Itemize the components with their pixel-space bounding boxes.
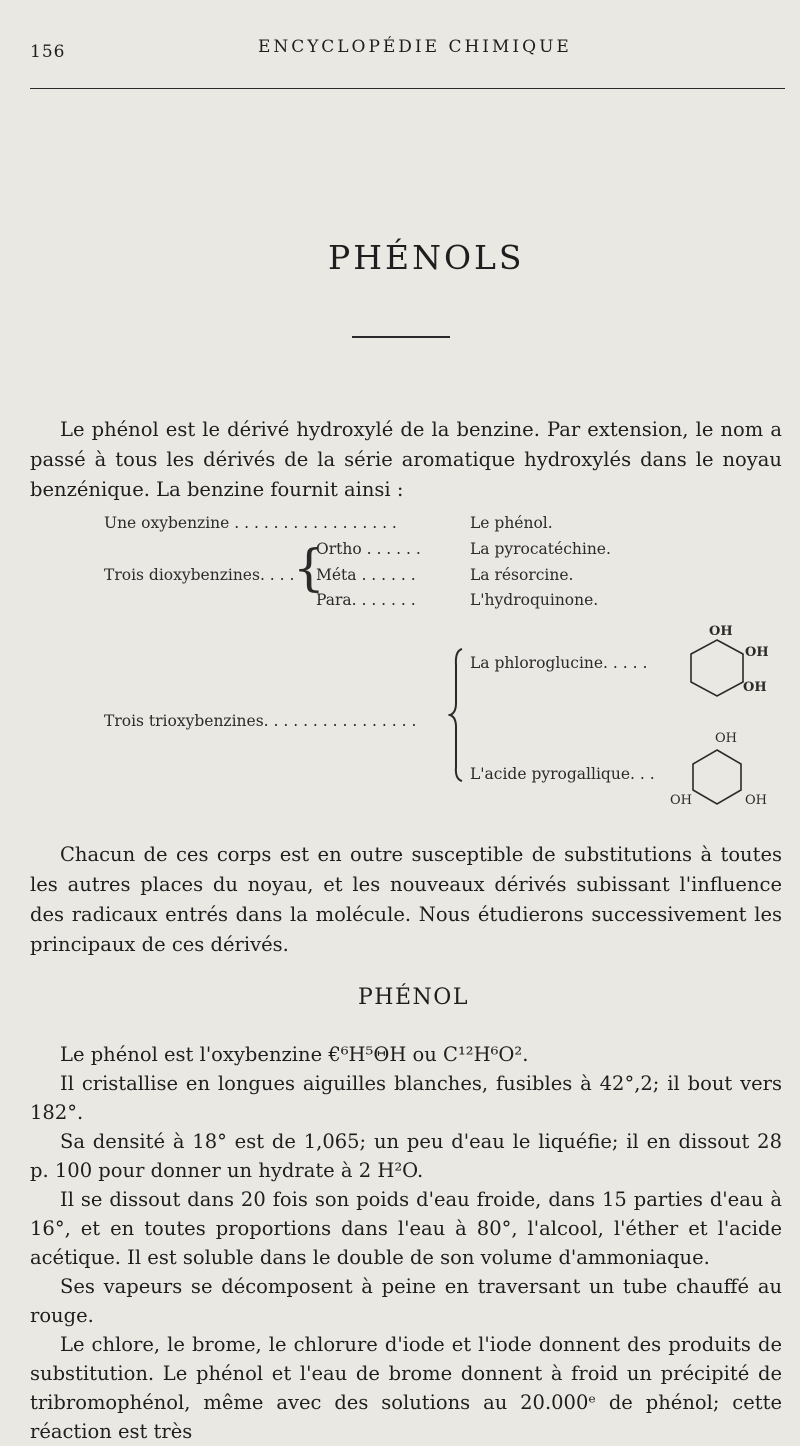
oh-group-top: OH [715,731,737,746]
title-rule [352,336,450,338]
chapter-title: PHÉNOLS [328,238,525,277]
body-paragraph: Le chlore, le brome, le chlorure d'iode et l'iode donnent des produits de substitution. Le phénol et l'eau de brome donnent à froid un précipité de tribromophénol, même avec des solutions au 20.000ᵉ de phénol; cette réaction est très [30,1333,782,1443]
pyrogallique-label: L'acide pyrogallique. . . [470,765,655,783]
phenol-body [30,1040,782,1446]
page-number: 156 [30,42,66,62]
brace-dioxy: { [293,539,325,597]
body-paragraph: Le phénol est l'oxybenzine €⁶H⁵ΘH ou C¹²H⁶O². [60,1043,529,1066]
body-paragraph: Ses vapeurs se décomposent à peine en traversant un tube chauffé au rouge. [30,1275,782,1327]
oh-group-top: OH [709,624,733,639]
running-title: ENCYCLOPÉDIE CHIMIQUE [258,37,572,57]
phloroglucine-label: La phloroglucine. . . . . [470,654,648,672]
paragraph-substitutions: Chacun de ces corps est en outre susceptible de substitutions à toutes les autres places du noyau, et les nouveaux dérivés subissant l'influence des radicaux entrés dans la molécule. Nous étudierons successivement les principaux de ces dérivés. [30,843,782,956]
phloroglucine-structure [665,618,775,718]
benzene-ring [693,750,741,804]
body-paragraph: Il se dissout dans 20 fois son poids d'eau froide, dans 15 parties d'eau à 16°, et en toutes proportions dans l'eau à 80°, l'alcool, l'éther et l'acide acétique. Il est soluble dans le double de son volume d'ammoniaque. [30,1188,782,1269]
para-label: Para. . . . . . . [316,591,416,609]
oh-group-right: OH [745,793,767,808]
ortho-value: La pyrocatéchine. [470,540,611,558]
pyrogallic-acid-structure [665,726,775,821]
oh-group-right-bottom: OH [743,680,767,695]
meta-label: Méta . . . . . . [316,566,416,584]
oh-group-left: OH [670,793,692,808]
trioxybenzines-label: Trois trioxybenzines. . . . . . . . . . . . . . . . [104,712,417,730]
row-oxybenzine-label: Une oxybenzine . . . . . . . . . . . . . . . . . [104,514,397,532]
oh-group-right-top: OH [745,645,769,660]
body-paragraph: Il cristallise en longues aiguilles blanches, fusibles à 42°,2; il bout vers 182°. [30,1072,782,1124]
section-title: PHÉNOL [358,985,469,1010]
ortho-label: Ortho . . . . . . [316,540,421,558]
para-value: L'hydroquinone. [470,591,599,609]
header-rule [30,88,785,89]
dioxybenzines-label: Trois dioxybenzines. . . . [104,566,295,584]
intro-paragraph: Le phénol est le dérivé hydroxylé de la benzine. Par extension, le nom a passé à tous les dérivés de la série aromatique hydroxylés dans le noyau benzénique. La benzine fournit ainsi : [30,418,782,501]
brace-trioxy [448,645,470,785]
row-oxybenzine-value: Le phénol. [470,514,553,532]
meta-value: La résorcine. [470,566,574,584]
benzene-ring [691,640,743,696]
body-paragraph: Sa densité à 18° est de 1,065; un peu d'eau le liquéfie; il en dissout 28 p. 100 pour donner un hydrate à 2 H²O. [30,1130,782,1182]
